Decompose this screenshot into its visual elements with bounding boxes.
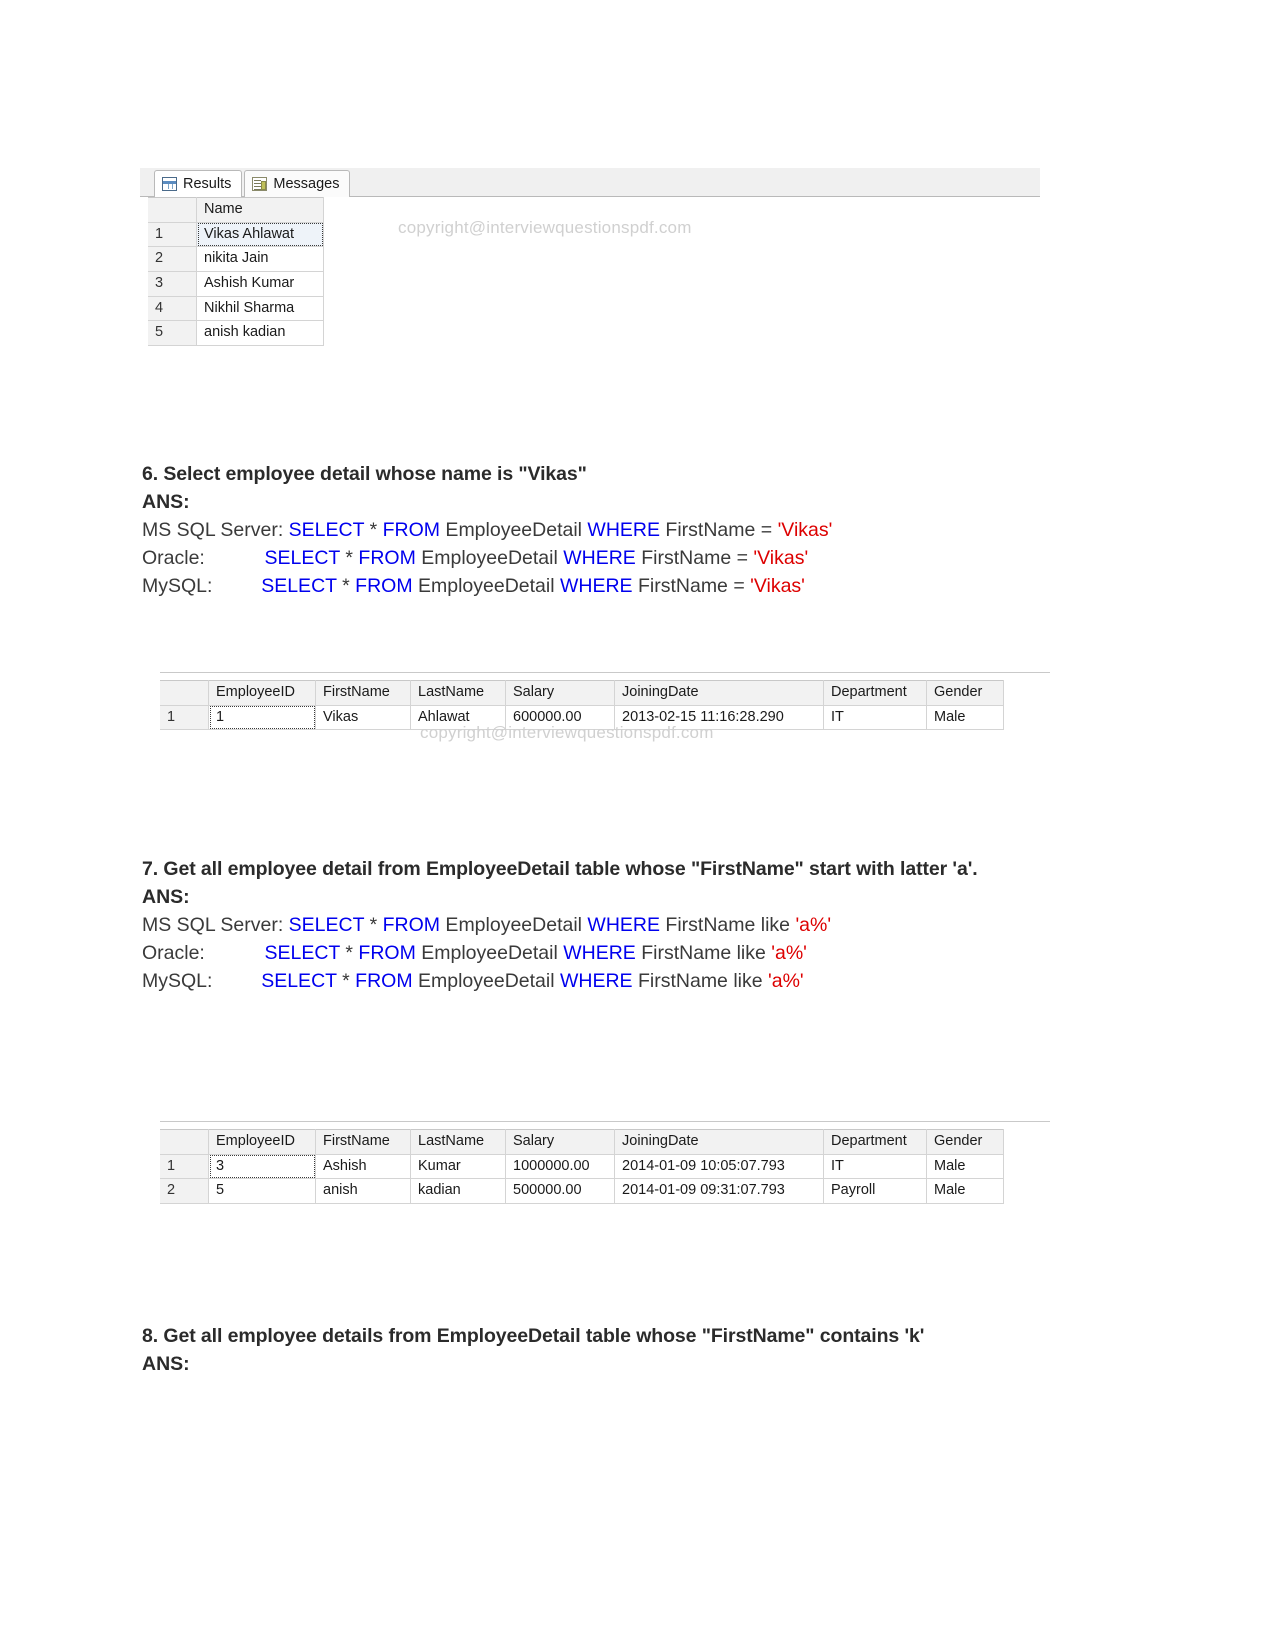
table-header-row (160, 681, 1004, 706)
question-6-title: 6. Select employee detail whose name is "Vikas" (142, 463, 587, 485)
q7-star-0: * (364, 914, 383, 937)
col-header-salary[interactable]: Salary (506, 1130, 615, 1155)
table-row[interactable] (160, 1179, 1004, 1204)
q7-literal-0: 'a%' (795, 914, 832, 937)
q7-literal-2: 'a%' (768, 970, 804, 993)
cell-department[interactable]: IT (824, 705, 927, 730)
q7-kw-from-1: FROM (358, 942, 416, 965)
q6-sql-line-oracle (142, 544, 1102, 572)
q6-kw-where-0: WHERE (587, 519, 661, 542)
q6-sql-line-mssql (142, 516, 1102, 544)
name-results-grid[interactable] (148, 197, 324, 346)
q7-pad-1 (205, 942, 259, 964)
cell-joiningdate[interactable]: 2014-01-09 10:05:07.793 (615, 1154, 824, 1179)
tab-results[interactable] (154, 170, 242, 197)
q6-table-0: EmployeeDetail (440, 519, 588, 542)
q6-table-1: EmployeeDetail (415, 547, 564, 570)
question-7-ans-label: ANS: (142, 886, 190, 909)
results-panel-3 (160, 1121, 1050, 1204)
col-header-firstname[interactable]: FirstName (316, 1130, 411, 1155)
results-panel-2 (160, 672, 1050, 730)
cell-firstname[interactable]: Ashish (316, 1154, 411, 1179)
col-header-employeeid[interactable]: EmployeeID (209, 1130, 316, 1155)
question-8-block (142, 1322, 1042, 1378)
col-header-gender[interactable]: Gender (927, 681, 1004, 706)
q7-kw-select-2: SELECT (261, 970, 337, 993)
col-header-rownum[interactable] (160, 681, 209, 706)
tab-messages[interactable] (244, 170, 350, 197)
cell-department[interactable]: IT (824, 1154, 927, 1179)
table-row[interactable] (148, 222, 324, 247)
cell-gender[interactable]: Male (927, 705, 1004, 730)
col-header-rownum[interactable] (148, 198, 197, 223)
table-row[interactable] (148, 272, 324, 297)
cell-lastname[interactable]: kadian (411, 1179, 506, 1204)
question-8-title: 8. Get all employee details from EmployeeDetail table whose "FirstName" contains 'k' (142, 1325, 925, 1347)
q6-kw-from-1: FROM (358, 547, 416, 570)
q7-table-0: EmployeeDetail (440, 914, 588, 937)
q7-cond-1: FirstName like (635, 942, 772, 965)
cell-name[interactable]: Ashish Kumar (197, 272, 324, 297)
q7-table-1: EmployeeDetail (415, 942, 564, 965)
cell-name[interactable]: anish kadian (197, 321, 324, 346)
cell-employeeid[interactable]: 1 (209, 705, 316, 730)
col-header-rownum[interactable] (160, 1130, 209, 1155)
q6-cond-0: FirstName = (660, 519, 778, 542)
question-7-title: 7. Get all employee detail from EmployeeDetail table whose "FirstName" start with latter 'a'. (142, 858, 978, 880)
q7-kw-select-1: SELECT (264, 942, 340, 965)
table-row[interactable] (148, 247, 324, 272)
table-row[interactable] (148, 296, 324, 321)
watermark-text-2: copyright@interviewquestionspdf.com (420, 723, 714, 742)
q6-kw-where-2: WHERE (559, 575, 633, 598)
q6-kw-where-1: WHERE (563, 547, 636, 570)
grid-top-border-1 (160, 672, 1050, 680)
row-number: 1 (160, 705, 209, 730)
grid-top-border-2 (160, 1121, 1050, 1129)
q7-kw-where-2: WHERE (559, 970, 633, 993)
q7-db-label-mysql: MySQL: (142, 970, 213, 993)
row-number: 5 (148, 321, 197, 346)
q7-kw-from-2: FROM (355, 970, 413, 993)
col-header-lastname[interactable]: LastName (411, 681, 506, 706)
tab-messages-label: Messages (273, 176, 340, 192)
q6-sql-line-mysql (142, 572, 1102, 600)
col-header-firstname[interactable]: FirstName (316, 681, 411, 706)
cell-salary[interactable]: 600000.00 (506, 705, 615, 730)
q7-sql-line-oracle (142, 939, 1042, 967)
cell-joiningdate[interactable]: 2013-02-15 11:16:28.290 (615, 705, 824, 730)
col-header-joiningdate[interactable]: JoiningDate (615, 1130, 824, 1155)
cell-gender[interactable]: Male (927, 1154, 1004, 1179)
col-header-department[interactable]: Department (824, 1130, 927, 1155)
cell-lastname[interactable]: Kumar (411, 1154, 506, 1179)
q7-kw-from-0: FROM (382, 914, 441, 937)
q6-cond-1: FirstName = (635, 547, 754, 570)
q7-sql-line-mysql (142, 967, 1042, 995)
q6-kw-from-0: FROM (382, 519, 441, 542)
q6-kw-from-2: FROM (355, 575, 413, 598)
q6-literal-1: 'Vikas' (753, 547, 809, 570)
row-number: 1 (160, 1154, 209, 1179)
cell-gender[interactable]: Male (927, 1179, 1004, 1204)
q7-pad-2 (212, 970, 255, 992)
q6-table-2: EmployeeDetail (412, 575, 560, 598)
col-header-name[interactable]: Name (197, 198, 324, 223)
q7-kw-select-0: SELECT (288, 914, 365, 937)
row-number: 4 (148, 296, 197, 321)
row-number: 2 (148, 247, 197, 272)
q7-star-2: * (336, 970, 356, 993)
tab-results-label: Results (183, 176, 232, 192)
row-number: 2 (160, 1179, 209, 1204)
table-header-row (160, 1130, 1004, 1155)
question-6-ans-label: ANS: (142, 491, 190, 514)
results-panel-1 (140, 168, 1040, 346)
q6-pad-2 (212, 575, 255, 597)
q6-literal-2: 'Vikas' (750, 575, 805, 598)
q7-sql-line-mssql (142, 911, 1042, 939)
q7-cond-0: FirstName like (660, 914, 796, 937)
col-header-department[interactable]: Department (824, 681, 927, 706)
results-tabstrip (140, 168, 1040, 197)
cell-name[interactable]: Vikas Ahlawat (197, 222, 324, 247)
table-header-row (148, 198, 324, 223)
cell-joiningdate[interactable]: 2014-01-09 09:31:07.793 (615, 1179, 824, 1204)
col-header-lastname[interactable]: LastName (411, 1130, 506, 1155)
q6-star-0: * (364, 519, 383, 542)
q6-cond-2: FirstName = (632, 575, 751, 598)
employee-results-grid-2[interactable] (160, 1129, 1004, 1204)
grid-icon (162, 177, 177, 191)
cell-firstname[interactable]: anish (316, 1179, 411, 1204)
q6-kw-select-2: SELECT (261, 575, 337, 598)
q6-pad-1 (205, 547, 259, 569)
q7-kw-where-0: WHERE (587, 914, 661, 937)
row-number: 3 (148, 272, 197, 297)
cell-department[interactable]: Payroll (824, 1179, 927, 1204)
q7-cond-2: FirstName like (632, 970, 768, 993)
cell-lastname[interactable]: Ahlawat (411, 705, 506, 730)
q6-kw-select-1: SELECT (264, 547, 340, 570)
q6-literal-0: 'Vikas' (777, 519, 833, 542)
q7-table-2: EmployeeDetail (412, 970, 560, 993)
watermark-text-1: copyright@interviewquestionspdf.com (398, 218, 692, 237)
q7-kw-where-1: WHERE (563, 942, 636, 965)
q6-db-label-mysql: MySQL: (142, 575, 213, 598)
q6-kw-select-0: SELECT (288, 519, 365, 542)
q7-literal-1: 'a%' (771, 942, 807, 965)
row-number: 1 (148, 222, 197, 247)
cell-salary[interactable]: 500000.00 (506, 1179, 615, 1204)
table-row[interactable] (148, 321, 324, 346)
q6-db-label-oracle: Oracle: (142, 547, 205, 570)
col-header-joiningdate[interactable]: JoiningDate (615, 681, 824, 706)
messages-icon (252, 177, 267, 191)
question-7-block (142, 855, 1042, 995)
col-header-gender[interactable]: Gender (927, 1130, 1004, 1155)
q7-star-1: * (339, 942, 359, 965)
cell-firstname[interactable]: Vikas (316, 705, 411, 730)
cell-salary[interactable]: 1000000.00 (506, 1154, 615, 1179)
cell-name[interactable]: nikita Jain (197, 247, 324, 272)
q6-star-2: * (336, 575, 356, 598)
q7-db-label-mssql: MS SQL Server: (142, 914, 284, 937)
question-6-block (142, 460, 1102, 600)
question-8-ans-label: ANS: (142, 1353, 190, 1376)
cell-name[interactable]: Nikhil Sharma (197, 296, 324, 321)
col-header-salary[interactable]: Salary (506, 681, 615, 706)
cell-employeeid[interactable]: 5 (209, 1179, 316, 1204)
q7-db-label-oracle: Oracle: (142, 942, 205, 965)
q6-star-1: * (339, 547, 359, 570)
table-row[interactable] (160, 1154, 1004, 1179)
col-header-employeeid[interactable]: EmployeeID (209, 681, 316, 706)
cell-employeeid[interactable]: 3 (209, 1154, 316, 1179)
q6-db-label-mssql: MS SQL Server: (142, 519, 284, 542)
